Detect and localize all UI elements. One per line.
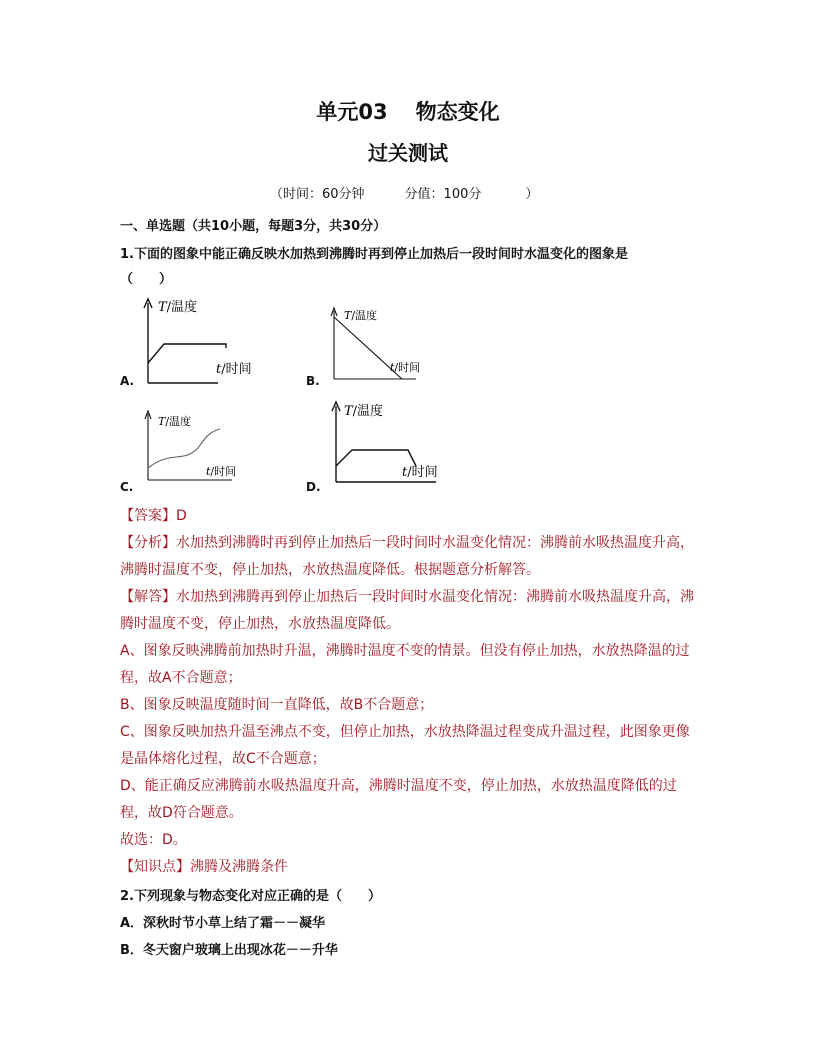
q1b-x-italic: t [390,361,395,374]
q1-explain-d-line1: D、能正确反应沸腾前水吸热温度升高，沸腾时温度不变，停止加热，水放热温度降低的过 [120,778,677,794]
q1-option-d-letter: D. [306,480,321,494]
q1-knowledge-point: 【知识点】沸腾及沸腾条件 [120,859,288,875]
q1-final-choice: 故选：D。 [120,832,187,848]
unit-topic: 物态变化 [415,100,500,124]
q1b-x-label: /时间 [394,361,421,374]
q1d-x-italic: t [402,465,408,480]
q1b-y-label: /温度 [351,309,378,322]
q2-stem: 2.下列现象与物态变化对应正确的是（ ） [120,889,381,904]
svg-text:t/时间 [216,361,252,377]
q1-explain-a-line1: A、图象反映沸腾前加热时升温，沸腾时温度不变的情景。但没有停止加热，水放热降温的过 [120,643,690,659]
q2-option-a: A．深秋时节小草上结了霜－－凝华 [120,916,326,931]
q1a-y-label: /温度 [166,300,198,315]
q1c-x-label: /时间 [210,465,237,478]
q1a-x-label: /时间 [221,362,252,377]
q1-analysis-line1: 【分析】水加热到沸腾时再到停止加热后一段时间时水温变化情况：沸腾前水吸热温度升高， [120,535,694,551]
q1-explain-c-line2: 是晶体熔化过程，故C不合题意； [120,751,326,767]
svg-text:T/温度 [158,414,191,428]
q1-explain-b: B、图象反映温度随时间一直降低，故B不合题意； [120,697,434,713]
q1-graph-b [318,305,428,383]
section-heading: 一、单选题（共10小题，每题3分，共30分） [120,219,387,234]
q1d-y-italic: T [344,404,353,419]
q1-graph-d [320,398,450,486]
q1-stem-line2: （ ） [120,272,173,287]
q1d-y-label: /温度 [352,404,384,419]
svg-text:T/温度 [344,403,383,419]
unit-number: 单元03 [316,100,388,124]
q1-solution-line1: 【解答】水加热到沸腾再到停止加热后一段时间时水温变化情况：沸腾前水吸热温度升高，沸 [120,589,694,605]
q1c-x-italic: t [206,465,211,478]
q1-option-c-letter: C. [120,480,134,494]
q1d-x-label: /时间 [407,465,438,480]
svg-text:t/时间 [402,464,438,480]
total-score: 分值：100分 [404,187,482,202]
q1-option-b-letter: B. [306,374,320,388]
svg-text:t/时间 [390,360,420,374]
q1-stem-line1: 1.下面的图象中能正确反映水加热到沸腾时再到停止加热后一段时间时水温变化的图象是 [120,247,628,262]
q1-option-a-letter: A. [120,374,135,388]
q1c-y-label: /温度 [165,415,192,428]
q1-answer: 【答案】D [120,508,187,524]
q1a-x-italic: t [216,362,222,377]
q1-explain-a-line2: 程，故A不合题意； [120,670,242,686]
q1a-y-italic: T [158,300,167,315]
q1-graph-c [132,408,242,484]
time-limit: （时间：60分钟 [270,187,365,202]
test-subtitle: 过关测试 [368,141,448,165]
q1-explain-c-line1: C、图象反映加热升温至沸点不变，但停止加热，水放热降温过程变成升温过程，此图象更像 [120,724,690,740]
svg-text:T/温度 [158,299,197,315]
q1-analysis-line2: 沸腾时温度不变，停止加热，水放热温度降低。根据题意分析解答。 [120,562,540,578]
meta-close: ） [525,187,539,202]
svg-text:T/温度 [344,308,377,322]
svg-text:t/时间 [206,464,236,478]
q2-option-b: B．冬天窗户玻璃上出现冰花－－升华 [120,943,338,958]
q1b-y-italic: T [344,309,352,322]
unit-title [0,96,816,126]
test-meta [270,183,538,202]
q1-solution-line2: 腾时温度不变，停止加热，水放热温度降低。 [120,616,400,632]
q1c-y-italic: T [158,415,166,428]
q1-explain-d-line2: 程，故D符合题意。 [120,805,243,821]
q1-graph-a [130,295,260,385]
